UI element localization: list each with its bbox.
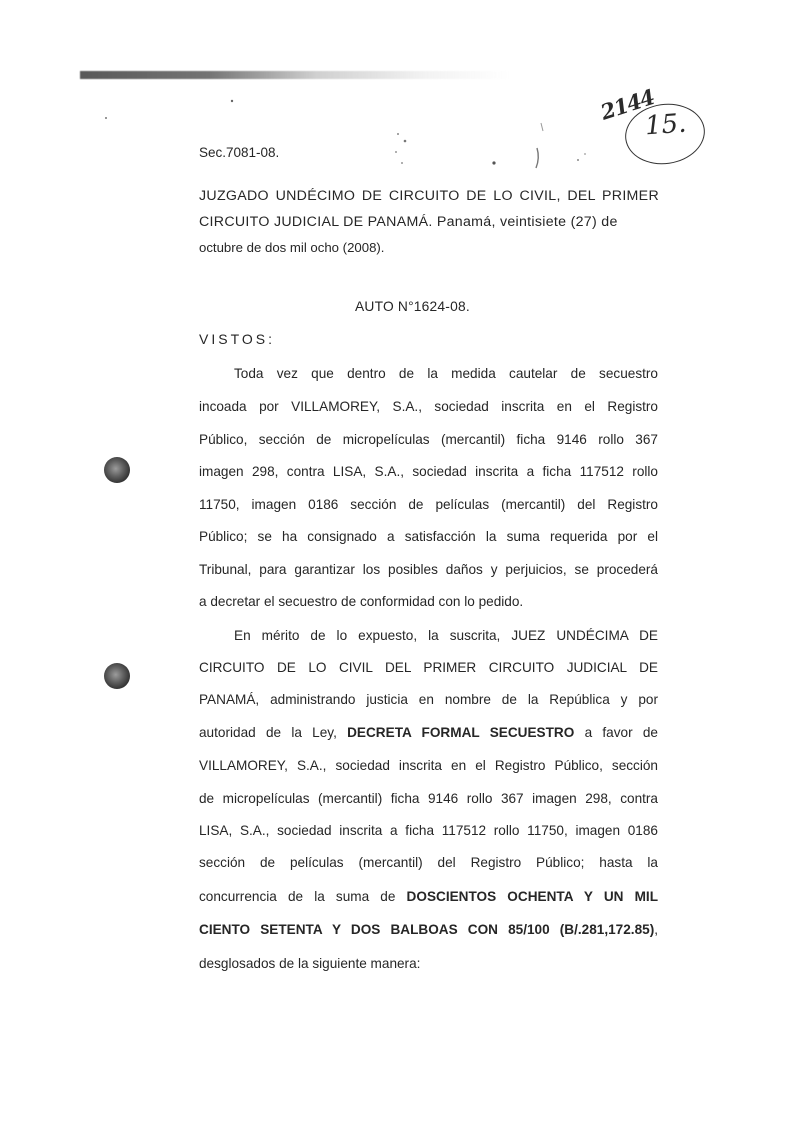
court-heading-date: octubre de dos mil ocho (2008).: [199, 240, 385, 255]
paragraph2-line-9: [199, 887, 658, 907]
paragraph2-line-1: En mérito de lo expuesto, la suscrita, JUEZ UNDÉCIMA DE: [234, 628, 658, 643]
handwritten-folio-number: 2144: [597, 84, 657, 125]
decreta-formal-secuestro: DECRETA FORMAL SECUESTRO: [347, 725, 575, 740]
handwritten-circled-number: 15.: [644, 108, 688, 142]
auto-number-title: AUTO N°1624-08.: [355, 299, 470, 314]
paragraph1-line-1: Toda vez que dentro de la medida cautelar de secuestro: [234, 366, 658, 381]
line4-text-pre: autoridad de la Ley,: [199, 725, 337, 740]
paragraph1-line-2: incoada por VILLAMOREY, S.A., sociedad inscrita en el Registro: [199, 399, 658, 414]
paragraph2-line-11: desglosados de la siguiente manera:: [199, 956, 421, 971]
amount-words-part2: CIENTO SETENTA Y DOS BALBOAS CON 85/100 (B/.281,172.85): [199, 922, 655, 937]
paragraph1-line-5: 11750, imagen 0186 sección de películas (mercantil) del Registro: [199, 497, 658, 512]
amount-words-part1: DOSCIENTOS OCHENTA Y UN MIL: [406, 889, 659, 904]
paragraph1-line-7: Tribunal, para garantizar los posibles daños y perjuicios, se procederá: [199, 562, 658, 577]
line4-text-post: a favor de: [584, 725, 658, 740]
paragraph1-line-4: imagen 298, contra LISA, S.A., sociedad inscrita a ficha 117512 rollo: [199, 464, 658, 479]
punch-hole-lower: [104, 663, 130, 689]
paragraph2-line-10: [199, 920, 658, 940]
paragraph2-line-5: VILLAMOREY, S.A., sociedad inscrita en el Registro Público, sección: [199, 758, 658, 773]
line9-text-pre: concurrencia de la suma de: [199, 889, 396, 904]
court-heading: JUZGADO UNDÉCIMO DE CIRCUITO DE LO CIVIL, DEL PRIMER CIRCUITO JUDICIAL DE PANAMÁ. Panamá, veintisiete (27) de: [199, 188, 659, 230]
paragraph2-line-6: de micropelículas (mercantil) ficha 9146 rollo 367 imagen 298, contra: [199, 791, 658, 806]
punch-hole-upper: [104, 457, 130, 483]
paragraph1-line-8: a decretar el secuestro de conformidad con lo pedido.: [199, 594, 524, 609]
line10-comma: ,: [654, 922, 658, 937]
case-reference: Sec.7081-08.: [199, 145, 280, 160]
paragraph2-line-4: [199, 723, 658, 743]
paragraph2-line-2: CIRCUITO DE LO CIVIL DEL PRIMER CIRCUITO JUDICIAL DE: [199, 660, 658, 675]
vistos-heading: VISTOS:: [199, 331, 275, 347]
paragraph1-line-3: Público, sección de micropelículas (mercantil) ficha 9146 rollo 367: [199, 432, 658, 447]
paragraph2-line-8: sección de películas (mercantil) del Registro Público; hasta la: [199, 855, 658, 870]
paragraph1-line-6: Público; se ha consignado a satisfacción la suma requerida por el: [199, 529, 658, 544]
paragraph2-line-3: PANAMÁ, administrando justicia en nombre de la República y por: [199, 692, 658, 707]
paragraph2-line-7: LISA, S.A., sociedad inscrita a ficha 117512 rollo 11750, imagen 0186: [199, 823, 658, 838]
